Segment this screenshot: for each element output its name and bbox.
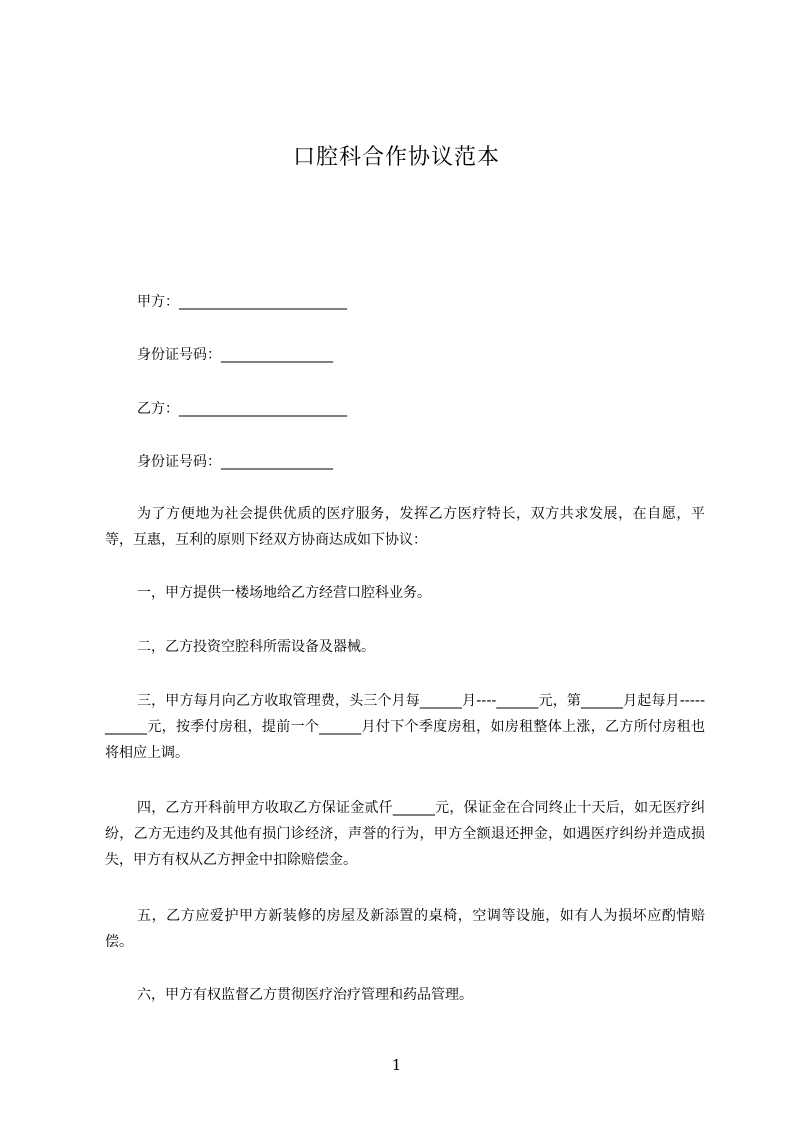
party-a-field: 甲方：________________________ [137, 294, 347, 310]
document-title: 口腔科合作协议范本 [292, 145, 500, 170]
clause-5: 五，乙方应爱护甲方新装修的房屋及新添置的桌椅，空调等设施，如有人为损坏应酌情赔偿。 [105, 908, 705, 950]
clause-3: 三，甲方每月向乙方收取管理费，头三个月每______月----______元，第______月起每月-----______元，按季付房租，提前一个______月付下个季度房租，如房租整体上涨，乙方所付房租也将相应上调。 [105, 693, 705, 761]
party-a-id-field: 身份证号码：________________ [137, 347, 333, 363]
page-number: 1 [391, 1056, 402, 1074]
party-b-field: 乙方：________________________ [137, 401, 347, 417]
clause-1: 一，甲方提供一楼场地给乙方经营口腔科业务。 [137, 585, 431, 601]
clause-4: 四，乙方开科前甲方收取乙方保证金贰仟______元，保证金在合同终止十天后，如无医疗纠纷，乙方无违约及其他有损门诊经济，声誉的行为，甲方全额退还押金，如遇医疗纠纷并造成损失，甲方有权从乙方押金中扣除赔偿金。 [105, 800, 705, 868]
clause-6: 六，甲方有权监督乙方贯彻医疗治疗管理和药品管理。 [137, 987, 473, 1003]
party-b-id-field: 身份证号码：________________ [137, 454, 333, 470]
intro-paragraph: 为了方便地为社会提供优质的医疗服务，发挥乙方医疗特长，双方共求发展，在自愿，平等，互惠，互利的原则下经双方协商达成如下协议： [105, 506, 705, 548]
clause-2: 二，乙方投资空腔科所需设备及器械。 [137, 639, 375, 655]
